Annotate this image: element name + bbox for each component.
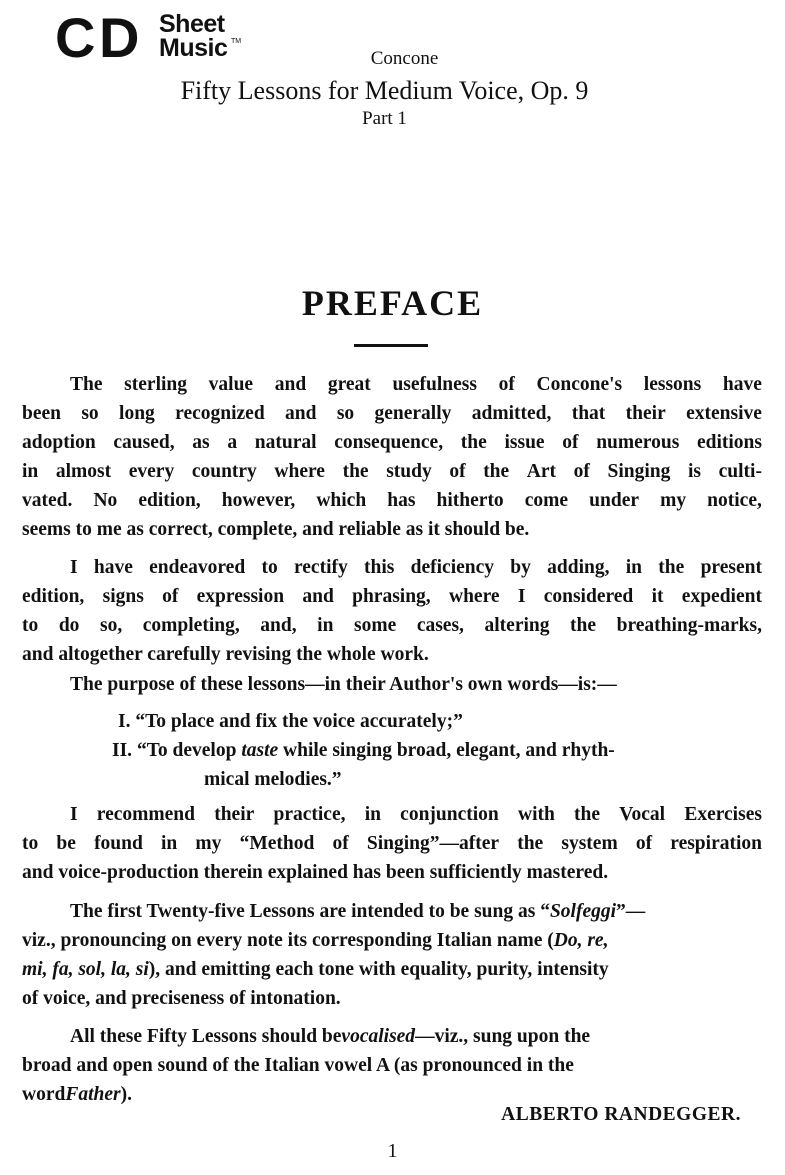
paragraph-line: broad and open sound of the Italian vowel A (as pronounced in the bbox=[22, 1055, 574, 1076]
list-item bbox=[22, 736, 762, 765]
paragraph-emphasis: Do, re, bbox=[553, 930, 609, 951]
paragraph-2 bbox=[22, 553, 762, 669]
paragraph-text: viz., pronouncing on every note its corresponding Italian name ( bbox=[22, 930, 554, 951]
logo-word-music: Music bbox=[159, 34, 228, 62]
logo-letter-d: D bbox=[99, 6, 140, 69]
paragraph-text: The first Twenty-five Lessons are intended to be sung as “ bbox=[70, 901, 550, 922]
paragraph-1 bbox=[22, 370, 762, 544]
list-item-continuation: mical melodies.” bbox=[204, 769, 342, 790]
paragraph-line: vated. No edition, however, which has hitherto come under my notice, bbox=[22, 490, 762, 511]
paragraph-4 bbox=[22, 800, 762, 887]
paragraph-emphasis: mi, fa, sol, la, si bbox=[22, 959, 149, 980]
list-item-emphasis: taste bbox=[241, 740, 279, 761]
paragraph-line: of voice, and preciseness of intonation. bbox=[22, 988, 341, 1009]
header-composer: Concone bbox=[370, 48, 439, 69]
paragraph-emphasis: Solfeggi bbox=[549, 901, 617, 922]
paragraph-6 bbox=[22, 1022, 762, 1109]
paragraph-line: and voice-production therein explained has been sufficiently mastered. bbox=[22, 862, 609, 883]
list-item-number: II. bbox=[112, 740, 133, 761]
paragraph-line bbox=[22, 897, 762, 926]
paragraph-line: I have endeavored to rectify this deficiency by adding, in the present bbox=[70, 557, 762, 578]
paragraph-line bbox=[22, 926, 762, 955]
paragraph-text: ”— bbox=[616, 901, 646, 922]
paragraph-5 bbox=[22, 897, 762, 1013]
header-title: Fifty Lessons for Medium Voice, Op. 9 bbox=[180, 76, 589, 105]
paragraph-line: adoption caused, as a natural consequence, the issue of numerous editions bbox=[22, 432, 762, 453]
paragraph-text: word bbox=[22, 1084, 66, 1105]
heading-rule bbox=[354, 344, 428, 347]
list-item bbox=[22, 707, 762, 736]
paragraph-emphasis: Father bbox=[65, 1084, 121, 1105]
paragraph-emphasis: vocalised bbox=[341, 1026, 416, 1047]
paragraph-line: The purpose of these lessons—in their Author's own words—is:— bbox=[70, 674, 617, 695]
list-item-text: while singing broad, elegant, and rhyth- bbox=[278, 740, 615, 761]
paragraph-text: All these Fifty Lessons should be bbox=[70, 1026, 342, 1047]
logo-trademark: TM bbox=[231, 38, 242, 45]
paragraph-3 bbox=[22, 670, 762, 699]
paragraph-line: seems to me as correct, complete, and reliable as it should be. bbox=[22, 519, 530, 540]
page-number: 1 bbox=[387, 1140, 398, 1162]
purpose-list bbox=[22, 707, 762, 794]
paragraph-text: —viz., sung upon the bbox=[415, 1026, 591, 1047]
paragraph-line: been so long recognized and so generally admitted, that their extensive bbox=[22, 403, 762, 424]
list-item-text: “To place and fix the voice accurately;” bbox=[135, 711, 463, 732]
paragraph-text: ). bbox=[120, 1084, 132, 1105]
paragraph-line: to do so, completing, and, in some cases, altering the breathing-marks, bbox=[22, 615, 762, 636]
paragraph-line: to be found in my “Method of Singing”—after the system of respiration bbox=[22, 833, 762, 854]
author-signature: ALBERTO RANDEGGER. bbox=[501, 1104, 741, 1125]
logo-word-sheet: Sheet bbox=[159, 10, 225, 38]
paragraph-line: in almost every country where the study of the Art of Singing is culti- bbox=[22, 461, 762, 482]
paragraph-line bbox=[22, 955, 762, 984]
preface-heading: PREFACE bbox=[301, 283, 484, 323]
header-part: Part 1 bbox=[362, 108, 407, 129]
paragraph-text: ), and emitting each tone with equality, purity, intensity bbox=[148, 959, 609, 980]
list-item-number: I. bbox=[118, 711, 131, 732]
paragraph-line: The sterling value and great usefulness of Concone's lessons have bbox=[70, 374, 762, 395]
paragraph-line: and altogether carefully revising the whole work. bbox=[22, 644, 429, 665]
logo-letter-c: C bbox=[55, 6, 96, 69]
paragraph-line: edition, signs of expression and phrasing, where I considered it expedient bbox=[22, 586, 762, 607]
list-item-text: “To develop bbox=[136, 740, 242, 761]
paragraph-line: I recommend their practice, in conjunction with the Vocal Exercises bbox=[70, 804, 762, 825]
paragraph-line bbox=[22, 1022, 762, 1051]
